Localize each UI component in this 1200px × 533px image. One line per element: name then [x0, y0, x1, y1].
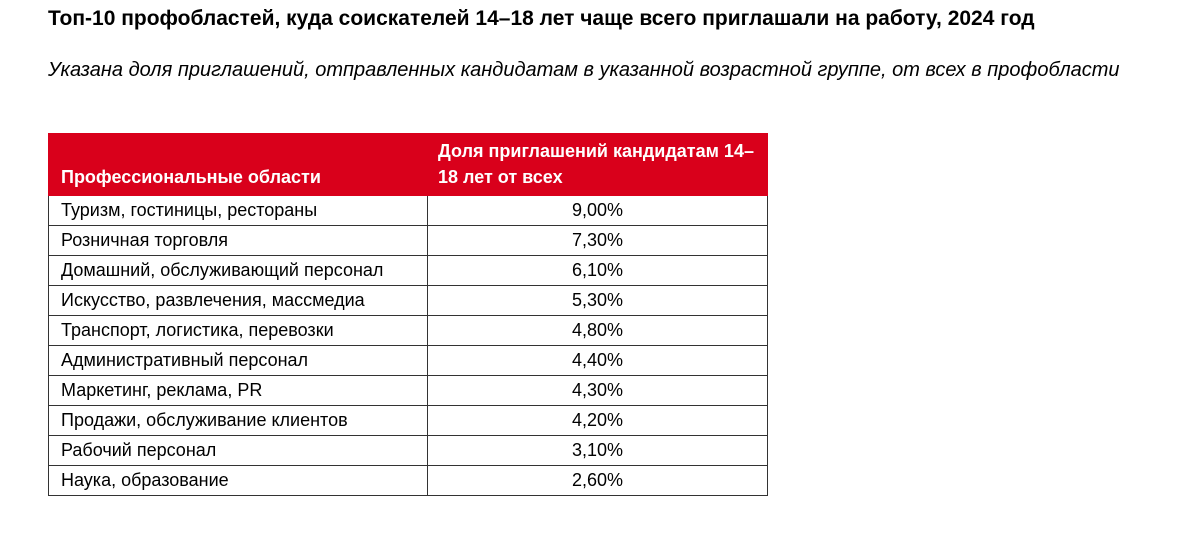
cell-area: Рабочий персонал	[49, 436, 428, 466]
table-row	[49, 226, 768, 256]
table-row	[49, 406, 768, 436]
page-title: Топ-10 профобластей, куда соискателей 14–18 лет чаще всего приглашали на работу, 2024 год	[48, 7, 1035, 30]
cell-area: Искусство, развлечения, массмедиа	[49, 286, 428, 316]
cell-area: Транспорт, логистика, перевозки	[49, 316, 428, 346]
cell-area: Административный персонал	[49, 346, 428, 376]
cell-share: 2,60%	[428, 466, 768, 496]
column-header-share: Доля приглашений кандидатам 14–18 лет от всех	[428, 134, 768, 196]
cell-share: 4,30%	[428, 376, 768, 406]
cell-area: Маркетинг, реклама, PR	[49, 376, 428, 406]
cell-share: 4,80%	[428, 316, 768, 346]
page-subtitle: Указана доля приглашений, отправленных кандидатам в указанной возрастной группе, от всех в профобласти	[48, 59, 1120, 81]
cell-share: 4,40%	[428, 346, 768, 376]
table-row	[49, 346, 768, 376]
cell-share: 9,00%	[428, 196, 768, 226]
table-row	[49, 256, 768, 286]
cell-share: 3,10%	[428, 436, 768, 466]
profession-share-table	[48, 133, 768, 496]
cell-area: Розничная торговля	[49, 226, 428, 256]
table-row	[49, 196, 768, 226]
cell-area: Домашний, обслуживающий персонал	[49, 256, 428, 286]
table-row	[49, 466, 768, 496]
table-body	[49, 196, 768, 496]
table-row	[49, 316, 768, 346]
table-row	[49, 376, 768, 406]
cell-area: Туризм, гостиницы, рестораны	[49, 196, 428, 226]
column-header-area: Профессиональные области	[49, 134, 428, 196]
cell-share: 4,20%	[428, 406, 768, 436]
table-header-row	[49, 134, 768, 196]
cell-share: 6,10%	[428, 256, 768, 286]
table-row	[49, 436, 768, 466]
table-row	[49, 286, 768, 316]
cell-share: 7,30%	[428, 226, 768, 256]
cell-share: 5,30%	[428, 286, 768, 316]
cell-area: Наука, образование	[49, 466, 428, 496]
cell-area: Продажи, обслуживание клиентов	[49, 406, 428, 436]
